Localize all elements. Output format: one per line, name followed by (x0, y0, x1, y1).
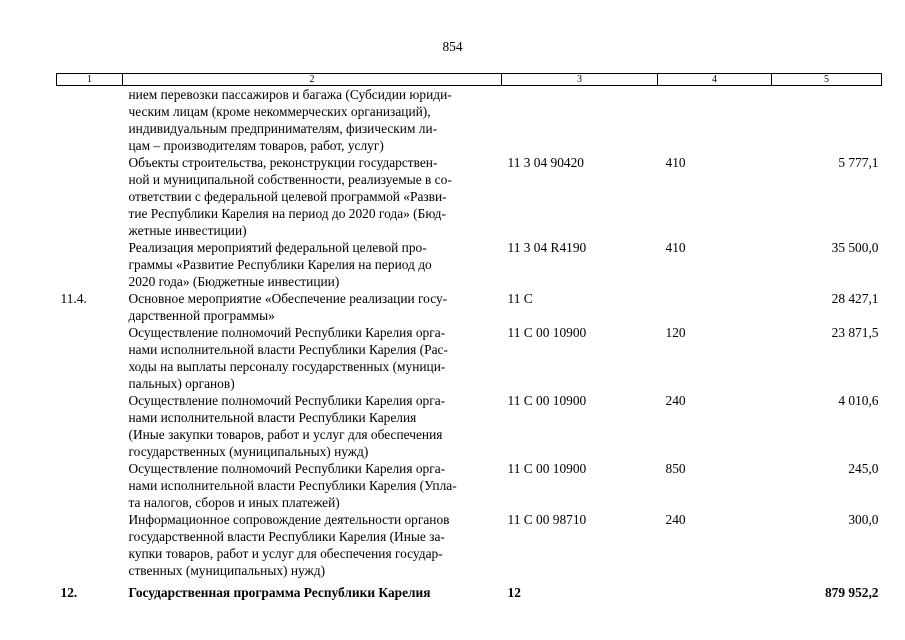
budget-code: 11 С 00 10900 (507, 325, 587, 340)
description-line: нами исполнительной власти Республики Карелия (128, 410, 417, 425)
row-number (57, 239, 123, 290)
column-header: 2 (123, 74, 502, 86)
table-row (57, 579, 882, 601)
expense-type-code (658, 579, 772, 601)
table-row (57, 290, 882, 324)
row-description (123, 86, 502, 155)
table-row (57, 86, 882, 155)
description-line: ственных (муниципальных) нужд) (128, 563, 326, 578)
budget-code: 11 С (507, 291, 533, 306)
table-row (57, 511, 882, 579)
row-number (57, 392, 123, 460)
description-line: Осуществление полномочий Республики Карелия орга- (128, 325, 446, 340)
amount: 245,0 (848, 461, 879, 476)
description-line: Основное мероприятие «Обеспечение реализации госу- (128, 291, 448, 306)
expense-type-code: 240 (665, 512, 686, 527)
expense-type-code: 240 (665, 393, 686, 408)
row-description (123, 511, 502, 579)
budget-code: 11 3 04 R4190 (507, 240, 587, 255)
amount: 879 952,2 (824, 585, 879, 600)
amount: 23 871,5 (831, 325, 879, 340)
description-line: ответствии с федеральной целевой программой «Разви- (128, 189, 447, 204)
row-description (123, 392, 502, 460)
description-line: тие Республики Карелия на период до 2020 года» (Бюд- (128, 206, 446, 221)
expense-type-code (658, 290, 772, 324)
row-number (57, 86, 123, 155)
description-line: индивидуальным предпринимателям, физическим ли- (128, 121, 438, 136)
description-line: пальных) органов) (128, 376, 235, 391)
column-header: 4 (658, 74, 772, 86)
budget-code: 12 (507, 585, 521, 600)
amount: 35 500,0 (831, 240, 879, 255)
amount: 28 427,1 (831, 291, 879, 306)
row-description (123, 460, 502, 511)
row-number (57, 460, 123, 511)
column-header: 5 (772, 74, 882, 86)
description-line: нами исполнительной власти Республики Карелия (Упла- (128, 478, 457, 493)
row-description (123, 154, 502, 239)
row-number: 12. (60, 585, 78, 600)
description-line: та налогов, сборов и иных платежей) (128, 495, 340, 510)
description-line: купки товаров, работ и услуг для обеспечения государ- (128, 546, 443, 561)
row-number (57, 154, 123, 239)
column-header: 3 (502, 74, 658, 86)
row-description (123, 579, 502, 601)
expense-type-code: 410 (665, 240, 686, 255)
description-line: государственных (муниципальных) нужд) (128, 444, 369, 459)
description-line: нием перевозки пассажиров и багажа (Субсидии юриди- (128, 87, 452, 102)
expense-type-code (658, 86, 772, 155)
column-header: 1 (57, 74, 123, 86)
description-line: Объекты строительства, реконструкции государствен- (128, 155, 438, 170)
amount (772, 86, 882, 155)
description-line: дарственной программы» (128, 308, 275, 323)
description-line: Осуществление полномочий Республики Карелия орга- (128, 393, 446, 408)
description-line: жетные инвестиции) (128, 223, 247, 238)
description-line: цам – производителям товаров, работ, услуг) (128, 138, 384, 153)
budget-code: 11 3 04 90420 (507, 155, 584, 170)
table-header (57, 74, 882, 86)
row-description (123, 324, 502, 392)
amount: 5 777,1 (838, 155, 879, 170)
table-row (57, 154, 882, 239)
description-line: ческим лицам (кроме некоммерческих организаций), (128, 104, 431, 119)
description-line: ной и муниципальной собственности, реализуемые в со- (128, 172, 452, 187)
table-row (57, 324, 882, 392)
expense-type-code: 850 (665, 461, 686, 476)
table-row (57, 239, 882, 290)
budget-code: 11 С 00 98710 (507, 512, 587, 527)
budget-code: 11 С 00 10900 (507, 461, 587, 476)
description-line: Государственная программа Республики Карелия (128, 585, 431, 600)
table-row (57, 460, 882, 511)
description-line: нами исполнительной власти Республики Карелия (Рас- (128, 342, 448, 357)
description-line: ходы на выплаты персоналу государственных (муници- (128, 359, 446, 374)
row-number (57, 324, 123, 392)
description-line: Информационное сопровождение деятельности органов (128, 512, 450, 527)
budget-table (56, 73, 882, 601)
expense-type-code: 410 (665, 155, 686, 170)
page-number: 854 (442, 39, 463, 54)
amount: 300,0 (848, 512, 879, 527)
expense-type-code: 120 (665, 325, 686, 340)
budget-code (502, 86, 658, 155)
description-line: государственной власти Республики Карелия (Иные за- (128, 529, 445, 544)
table-row (57, 392, 882, 460)
description-line: 2020 года» (Бюджетные инвестиции) (128, 274, 340, 289)
description-line: (Иные закупки товаров, работ и услуг для обеспечения (128, 427, 443, 442)
budget-code: 11 С 00 10900 (507, 393, 587, 408)
row-number: 11.4. (60, 291, 87, 306)
row-number (57, 511, 123, 579)
description-line: Реализация мероприятий федеральной целевой про- (128, 240, 427, 255)
row-description (123, 239, 502, 290)
row-description (123, 290, 502, 324)
table-body (57, 86, 882, 602)
description-line: Осуществление полномочий Республики Карелия орга- (128, 461, 446, 476)
description-line: граммы «Развитие Республики Карелия на период до (128, 257, 432, 272)
amount: 4 010,6 (838, 393, 879, 408)
